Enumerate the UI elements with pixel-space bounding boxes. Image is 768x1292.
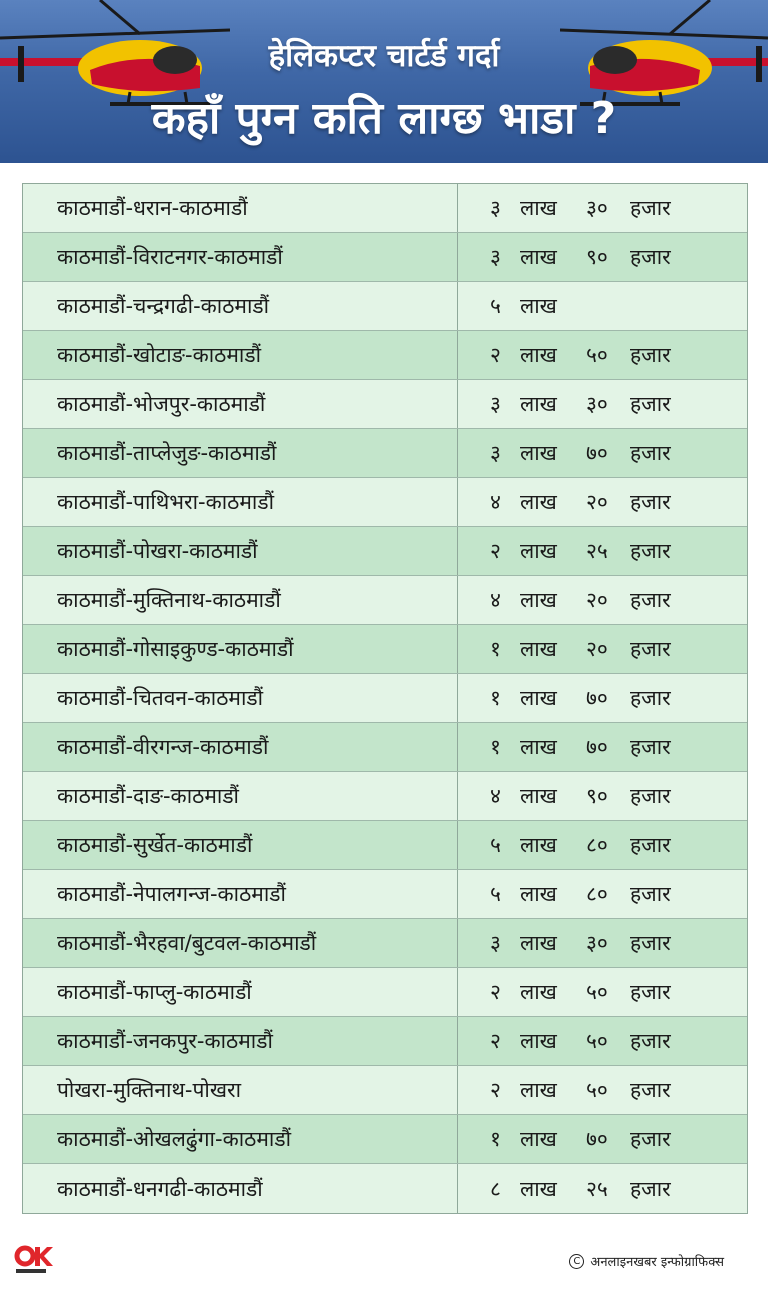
fare-lakh-value: २ (490, 539, 501, 563)
fare-lakh-value: ३ (490, 392, 501, 416)
credit-text: अनलाइनखबर इन्फोग्राफिक्स (590, 1255, 724, 1270)
table-row (23, 1115, 747, 1164)
fare-lakh-unit: लाख (520, 637, 557, 661)
fare-hazar-value: ३० (586, 392, 608, 416)
fare-hazar-unit: हजार (630, 343, 671, 367)
fare-hazar-unit: हजार (630, 1029, 671, 1053)
fare-lakh-value: ४ (490, 588, 501, 612)
fare-cell (458, 184, 747, 232)
fare-lakh-unit: लाख (520, 539, 557, 563)
route-cell: काठमाडौं-धनगढी-काठमाडौं (23, 1164, 458, 1213)
fare-hazar-value: ५० (586, 343, 608, 367)
fare-cell (458, 1115, 747, 1163)
table-row (23, 919, 747, 968)
fare-hazar-unit: हजार (630, 490, 671, 514)
table-row (23, 772, 747, 821)
fare-lakh-value: ४ (490, 784, 501, 808)
table-row (23, 380, 747, 429)
table-row (23, 870, 747, 919)
fare-lakh-unit: लाख (520, 1127, 557, 1151)
table-row (23, 233, 747, 282)
fare-hazar-unit: हजार (630, 931, 671, 955)
table-row (23, 478, 747, 527)
fare-cell (458, 625, 747, 673)
fare-cell (458, 870, 747, 918)
footer-credit (569, 1252, 724, 1270)
fare-hazar-unit: हजार (630, 196, 671, 220)
copyright-icon: C (569, 1254, 584, 1269)
fare-lakh-value: ३ (490, 931, 501, 955)
route-cell: काठमाडौं-पोखरा-काठमाडौं (23, 527, 458, 575)
fare-lakh-unit: लाख (520, 980, 557, 1004)
fare-hazar-value: ३० (586, 196, 608, 220)
fare-hazar-value: ९० (586, 784, 608, 808)
table-row (23, 527, 747, 576)
fare-hazar-value: ५० (586, 1078, 608, 1102)
fare-cell (458, 429, 747, 477)
fare-hazar-unit: हजार (630, 1078, 671, 1102)
fare-lakh-unit: लाख (520, 343, 557, 367)
fare-cell (458, 527, 747, 575)
route-cell: काठमाडौं-मुक्तिनाथ-काठमाडौं (23, 576, 458, 624)
table-row (23, 576, 747, 625)
table-row (23, 821, 747, 870)
table-row (23, 429, 747, 478)
table-row (23, 625, 747, 674)
fare-lakh-value: २ (490, 1029, 501, 1053)
fare-lakh-unit: लाख (520, 196, 557, 220)
route-cell: काठमाडौं-वीरगन्ज-काठमाडौं (23, 723, 458, 771)
fare-hazar-unit: हजार (630, 588, 671, 612)
fare-cell (458, 233, 747, 281)
fare-lakh-unit: लाख (520, 882, 557, 906)
route-cell: काठमाडौं-जनकपुर-काठमाडौं (23, 1017, 458, 1065)
route-cell: काठमाडौं-पाथिभरा-काठमाडौं (23, 478, 458, 526)
route-cell: काठमाडौं-भोजपुर-काठमाडौं (23, 380, 458, 428)
fare-hazar-value: ५० (586, 1029, 608, 1053)
fare-lakh-unit: लाख (520, 490, 557, 514)
fare-hazar-value: ८० (586, 882, 608, 906)
fare-lakh-value: २ (490, 343, 501, 367)
fare-cell (458, 282, 747, 330)
fare-lakh-unit: लाख (520, 245, 557, 269)
fare-lakh-value: ३ (490, 245, 501, 269)
fare-cell (458, 772, 747, 820)
fare-cell (458, 1164, 747, 1213)
fare-hazar-unit: हजार (630, 735, 671, 759)
fare-lakh-value: ३ (490, 441, 501, 465)
fare-lakh-value: १ (490, 637, 501, 661)
fare-lakh-unit: लाख (520, 441, 557, 465)
fare-hazar-unit: हजार (630, 833, 671, 857)
fare-hazar-unit: हजार (630, 245, 671, 269)
route-cell: काठमाडौं-ताप्लेजुङ-काठमाडौं (23, 429, 458, 477)
fare-cell (458, 576, 747, 624)
route-cell: काठमाडौं-चन्द्रगढी-काठमाडौं (23, 282, 458, 330)
fare-hazar-value: ७० (586, 686, 608, 710)
fare-hazar-value: ७० (586, 1127, 608, 1151)
onlinekhabar-logo (14, 1244, 56, 1276)
table-row (23, 674, 747, 723)
fare-lakh-value: ४ (490, 490, 501, 514)
fare-hazar-value: ७० (586, 735, 608, 759)
fare-hazar-unit: हजार (630, 1127, 671, 1151)
table-row (23, 1164, 747, 1213)
fare-lakh-value: १ (490, 686, 501, 710)
route-cell: काठमाडौं-खोटाङ-काठमाडौं (23, 331, 458, 379)
route-cell: काठमाडौं-ओखलढुंगा-काठमाडौं (23, 1115, 458, 1163)
fare-cell (458, 723, 747, 771)
table-row (23, 331, 747, 380)
fare-lakh-unit: लाख (520, 1078, 557, 1102)
table-row (23, 968, 747, 1017)
title-line-1: हेलिकप्टर चार्टर्ड गर्दा (268, 38, 500, 74)
route-cell: काठमाडौं-विराटनगर-काठमाडौं (23, 233, 458, 281)
fare-table (22, 183, 748, 1214)
fare-lakh-value: ५ (490, 882, 501, 906)
fare-cell (458, 821, 747, 869)
fare-lakh-value: २ (490, 980, 501, 1004)
fare-hazar-value: २५ (586, 539, 608, 563)
fare-cell (458, 1066, 747, 1114)
table-row (23, 282, 747, 331)
table-row (23, 1017, 747, 1066)
route-cell: काठमाडौं-नेपालगन्ज-काठमाडौं (23, 870, 458, 918)
fare-hazar-unit: हजार (630, 539, 671, 563)
route-cell: काठमाडौं-धरान-काठमाडौं (23, 184, 458, 232)
fare-hazar-value: ३० (586, 931, 608, 955)
fare-hazar-value: ८० (586, 833, 608, 857)
fare-hazar-value: २० (586, 490, 608, 514)
table-row (23, 723, 747, 772)
fare-hazar-unit: हजार (630, 392, 671, 416)
fare-lakh-value: ८ (490, 1176, 501, 1201)
route-cell: काठमाडौं-सुर्खेत-काठमाडौं (23, 821, 458, 869)
fare-hazar-value: ७० (586, 441, 608, 465)
fare-lakh-unit: लाख (520, 833, 557, 857)
fare-lakh-value: १ (490, 1127, 501, 1151)
fare-hazar-unit: हजार (630, 980, 671, 1004)
fare-lakh-unit: लाख (520, 784, 557, 808)
fare-hazar-unit: हजार (630, 1176, 671, 1201)
route-cell: पोखरा-मुक्तिनाथ-पोखरा (23, 1066, 458, 1114)
fare-hazar-unit: हजार (630, 882, 671, 906)
header-banner (0, 0, 768, 163)
fare-lakh-value: ५ (490, 294, 501, 318)
fare-lakh-value: १ (490, 735, 501, 759)
route-cell: काठमाडौं-दाङ-काठमाडौं (23, 772, 458, 820)
fare-lakh-unit: लाख (520, 1176, 557, 1201)
fare-hazar-unit: हजार (630, 686, 671, 710)
title-line-2: कहाँ पुग्न कति लाग्छ भाडा ? (151, 93, 617, 144)
fare-hazar-value: २५ (586, 1176, 608, 1201)
route-cell: काठमाडौं-गोसाइकुण्ड-काठमाडौं (23, 625, 458, 673)
fare-cell (458, 331, 747, 379)
fare-cell (458, 380, 747, 428)
fare-lakh-value: ५ (490, 833, 501, 857)
fare-lakh-value: २ (490, 1078, 501, 1102)
fare-lakh-unit: लाख (520, 392, 557, 416)
fare-cell (458, 478, 747, 526)
fare-hazar-value: २० (586, 588, 608, 612)
route-cell: काठमाडौं-भैरहवा/बुटवल-काठमाडौं (23, 919, 458, 967)
fare-lakh-unit: लाख (520, 931, 557, 955)
table-row (23, 1066, 747, 1115)
route-cell: काठमाडौं-चितवन-काठमाडौं (23, 674, 458, 722)
fare-lakh-unit: लाख (520, 1029, 557, 1053)
fare-cell (458, 968, 747, 1016)
fare-hazar-value: २० (586, 637, 608, 661)
fare-cell (458, 919, 747, 967)
fare-hazar-unit: हजार (630, 441, 671, 465)
fare-hazar-value: ९० (586, 245, 608, 269)
fare-lakh-unit: लाख (520, 294, 557, 318)
fare-lakh-value: ३ (490, 196, 501, 220)
fare-lakh-unit: लाख (520, 735, 557, 759)
fare-hazar-unit: हजार (630, 784, 671, 808)
route-cell: काठमाडौं-फाप्लु-काठमाडौं (23, 968, 458, 1016)
fare-cell (458, 674, 747, 722)
fare-lakh-unit: लाख (520, 686, 557, 710)
fare-cell (458, 1017, 747, 1065)
fare-hazar-value: ५० (586, 980, 608, 1004)
fare-lakh-unit: लाख (520, 588, 557, 612)
fare-hazar-unit: हजार (630, 637, 671, 661)
table-row (23, 184, 747, 233)
